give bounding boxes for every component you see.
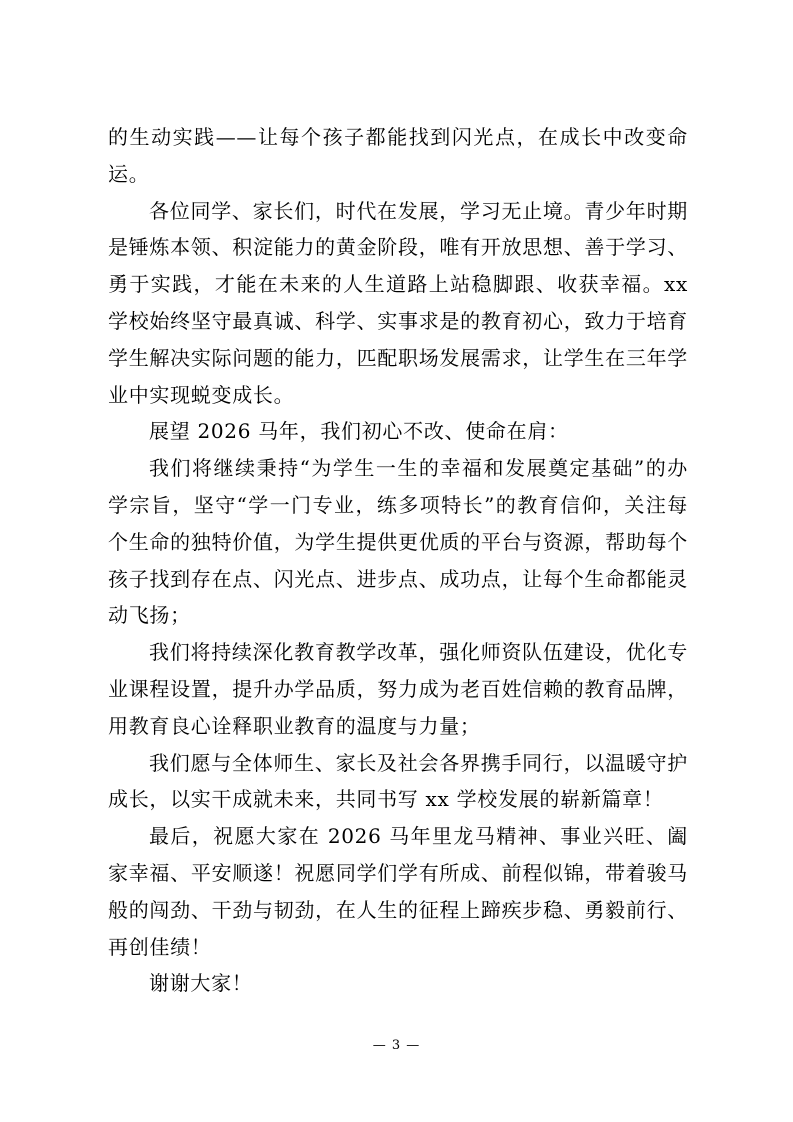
paragraph: 最后，祝愿大家在 2026 马年里龙马精神、事业兴旺、阖家幸福、平安顺遂！祝愿同学们学有所成、前程似锦，带着骏马般的闯劲、干劲与韧劲，在人生的征程上蹄疾步稳、勇毅前行、再创佳绩！	[108, 824, 688, 959]
paragraph: 展望 2026 马年，我们初心不改、使命在肩：	[149, 419, 569, 444]
paragraph: 我们将持续深化教育教学改革，强化师资队伍建设，优化专业课程设置，提升办学品质，努力成为老百姓信赖的教育品牌，用教育良心诠释职业教育的温度与力量；	[108, 640, 688, 738]
paragraph: 我们愿与全体师生、家长及社会各界携手同行，以温暖守护成长，以实干成就未来，共同书写 xx 学校发展的崭新篇章！	[108, 750, 688, 812]
paragraph: 各位同学、家长们，时代在发展，学习无止境。青少年时期是锤炼本领、积淀能力的黄金阶段，唯有开放思想、善于学习、勇于实践，才能在未来的人生道路上站稳脚跟、收获幸福。xx 学校始终坚守最真诚、科学、实事求是的教育初心，致力于培育学生解决实际问题的能力，匹配职场发展需求，让学生在三年学业中实现蜕变成长。	[108, 198, 688, 407]
closing-remark: 谢谢大家！	[149, 971, 253, 996]
page-number: — 3 —	[372, 1038, 421, 1053]
body-text	[108, 119, 688, 1002]
paragraph: 我们将继续秉持“为学生一生的幸福和发展奠定基础”的办学宗旨，坚守“学一门专业，练多项特长”的教育信仰，关注每个生命的独特价值，为学生提供更优质的平台与资源，帮助每个孩子找到存在点、闪光点、进步点、成功点，让每个生命都能灵动飞扬；	[108, 456, 688, 628]
paragraph-continuation: 的生动实践——让每个孩子都能找到闪光点，在成长中改变命运。	[108, 125, 688, 186]
